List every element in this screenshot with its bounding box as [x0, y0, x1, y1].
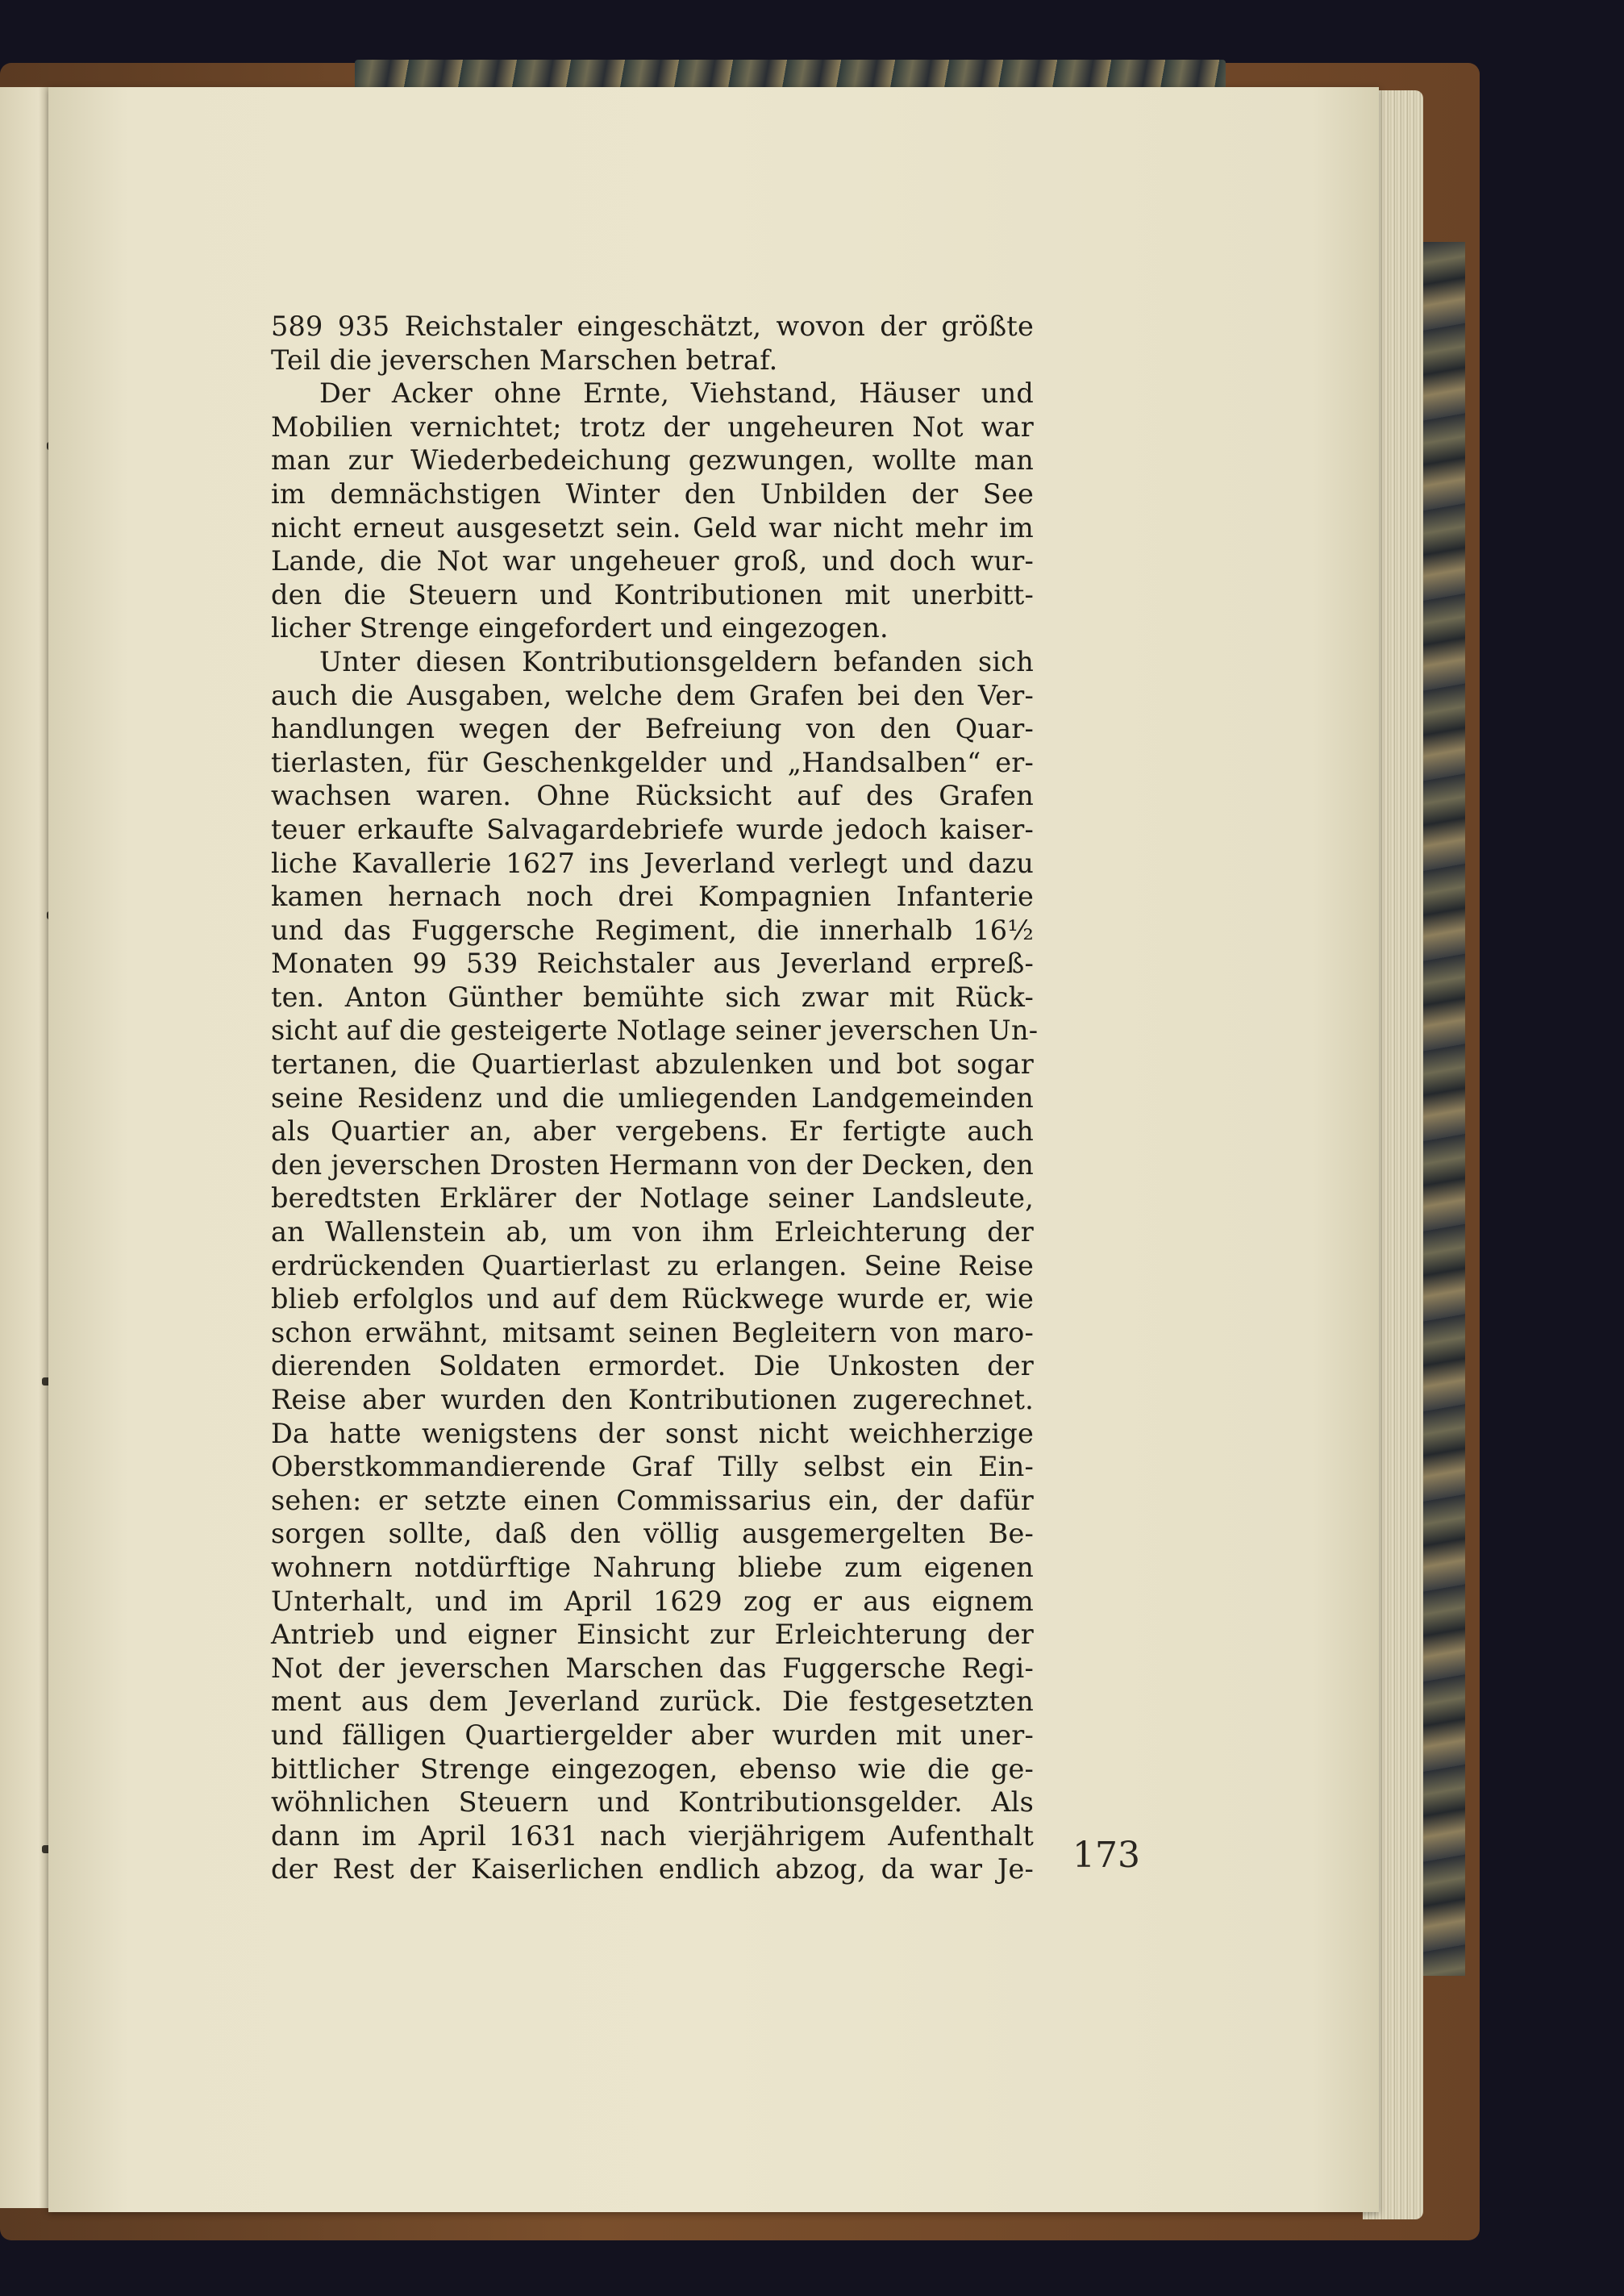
text-line: Oberstkommandierende Graf Tilly selbst ein Ein- — [271, 1451, 1034, 1483]
text-line: Teil die jeverschen Marschen betraf. — [271, 344, 778, 376]
text-line: Reise aber wurden den Kontributionen zugerechnet. — [271, 1384, 1034, 1415]
page-body-text — [271, 310, 1039, 1886]
text-line: der Rest der Kaiserlichen endlich abzog, da war Je- — [271, 1853, 1034, 1886]
text-line: ment aus dem Jeverland zurück. Die festgesetzten — [271, 1686, 1034, 1718]
text-line: nicht erneut ausgesetzt sein. Geld war nicht mehr im — [271, 511, 1034, 544]
text-line: beredtsten Erklärer der Notlage seiner Landsleute, — [271, 1182, 1034, 1215]
text-line: und das Fuggersche Regiment, die innerhalb 16½ — [271, 914, 1034, 946]
text-line: Mobilien vernichtet; trotz der ungeheuren Not war — [271, 410, 1034, 443]
text-line: auch die Ausgaben, welche dem Grafen bei den Ver- — [271, 679, 1034, 711]
text-line: schon erwähnt, mitsamt seinen Begleitern von maro- — [271, 1316, 1034, 1348]
text-line: seine Residenz und die umliegenden Landgemeinden — [271, 1081, 1034, 1114]
text-line: bittlicher Strenge eingezogen, ebenso wie die ge- — [271, 1752, 1034, 1785]
text-line: 589 935 Reichstaler eingeschätzt, wovon der größte — [271, 310, 1034, 342]
text-line: tierlasten, für Geschenkgelder und „Handsalben“ er- — [271, 746, 1034, 778]
text-line: Unter diesen Kontributionsgeldern befanden sich — [319, 645, 1034, 677]
text-line: licher Strenge eingefordert und eingezogen. — [271, 612, 889, 644]
text-line: Lande, die Not war ungeheuer groß, und doch wur- — [271, 545, 1034, 577]
text-line: an Wallenstein ab, um von ihm Erleichterung der — [271, 1216, 1034, 1248]
text-line: wachsen waren. Ohne Rücksicht auf des Grafen — [271, 780, 1034, 812]
text-line: sehen: er setzte einen Commissarius ein, der dafür — [271, 1484, 1034, 1516]
text-line: blieb erfolglos und auf dem Rückwege wurde er, wie — [271, 1283, 1034, 1315]
text-line: sorgen sollte, daß den völlig ausgemergelten Be- — [271, 1518, 1034, 1550]
text-line: Unterhalt, und im April 1629 zog er aus eignem — [271, 1585, 1034, 1617]
text-line: sicht auf die gesteigerte Notlage seiner jeverschen Un- — [271, 1015, 1039, 1047]
text-line: kamen hernach noch drei Kompagnien Infanterie — [271, 881, 1034, 913]
text-line: Der Acker ohne Ernte, Viehstand, Häuser und — [319, 377, 1034, 410]
text-line: wohnern notdürftige Nahrung bliebe zum eigenen — [271, 1551, 1034, 1583]
text-line: Monaten 99 539 Reichstaler aus Jeverland erpreß- — [271, 948, 1034, 980]
text-line: und fälligen Quartiergelder aber wurden mit uner- — [271, 1719, 1034, 1751]
text-line: Antrieb und eigner Einsicht zur Erleichterung der — [271, 1619, 1034, 1651]
text-line: dierenden Soldaten ermordet. Die Unkosten der — [271, 1350, 1034, 1382]
text-line: dann im April 1631 nach vierjährigem Aufenthalt — [271, 1819, 1034, 1852]
text-line: Da hatte wenigstens der sonst nicht weichherzige — [271, 1417, 1034, 1449]
text-line: im demnächstigen Winter den Unbilden der See — [271, 477, 1034, 510]
text-line: tertanen, die Quartierlast abzulenken und bot sogar — [271, 1048, 1034, 1081]
page-number: 173 — [1072, 1835, 1140, 1876]
text-line: teuer erkaufte Salvagardebriefe wurde jedoch kaiser- — [271, 813, 1034, 845]
left-page-edge — [0, 87, 55, 2208]
text-line: wöhnlichen Steuern und Kontributionsgelder. Als — [271, 1786, 1034, 1819]
text-line: als Quartier an, aber vergebens. Er fertigte auch — [271, 1115, 1034, 1148]
text-line: man zur Wiederbedeichung gezwungen, wollte man — [271, 444, 1034, 477]
marbled-cover-top — [355, 60, 1226, 90]
text-line: Not der jeverschen Marschen das Fuggersche Regi- — [271, 1652, 1034, 1684]
text-line: ten. Anton Günther bemühte sich zwar mit Rück- — [271, 981, 1034, 1013]
text-line: den jeverschen Drosten Hermann von der Decken, den — [271, 1148, 1034, 1181]
text-line: den die Steuern und Kontributionen mit unerbitt- — [271, 578, 1034, 610]
text-line: erdrückenden Quartierlast zu erlangen. Seine Reise — [271, 1249, 1034, 1281]
text-line: handlungen wegen der Befreiung von den Quar- — [271, 713, 1034, 745]
text-line: liche Kavallerie 1627 ins Jeverland verlegt und dazu — [271, 847, 1034, 879]
